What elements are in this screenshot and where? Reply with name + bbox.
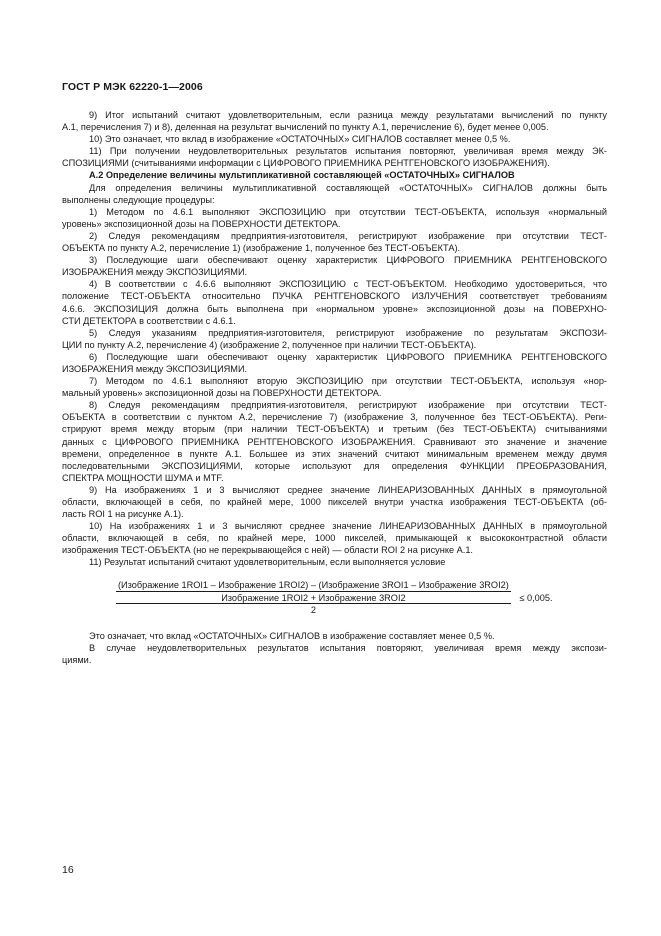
text-line: 4) В соответствии с 4.6.6 выполняют ЭКСПОЗИЦИЮ с ТЕСТ-ОБЪЕКТОМ. Необходимо удостовериться, что xyxy=(89,279,607,290)
text-line: выполнены следующие процедуры: xyxy=(62,194,215,205)
formula-divisor: 2 xyxy=(116,603,511,615)
text-line: 7) Методом по 4.6.1 выполняют вторую ЭКСПОЗИЦИЮ при отсутствии ТЕСТ-ОБЪЕКТА, используя «нор- xyxy=(89,376,607,387)
text-line: 6) Последующие шаги обеспечивают оценку характеристик ЦИФРОВОГО ПРИЕМНИКА РЕНТГЕНОВСКОГО xyxy=(89,351,607,362)
text-line: стрируют время между вторым (при наличии ТЕСТ-ОБЪЕКТА) и третьим (без ТЕСТ-ОБЪЕКТА) считываниями xyxy=(62,424,607,435)
text-line: циями. xyxy=(62,655,92,666)
text-line: В случае неудовлетворительных результатов испытания повторяют, увеличивая время между экспози- xyxy=(89,643,607,654)
text-line: 2) Следуя рекомендациям предприятия-изготовителя, регистрируют изображение при отсутствии ТЕСТ- xyxy=(89,230,607,241)
text-line: Это означает, что вклад «ОСТАТОЧНЫХ» СИГНАЛОВ в изображение составляет менее 0,5 %. xyxy=(89,631,495,641)
text-line: Для определения величины мультипликативной составляющей «ОСТАТОЧНЫХ» СИГНАЛОВ должны быть xyxy=(89,182,607,193)
text-line: А.2 Определение величины мультипликативной составляющей «ОСТАТОЧНЫХ» СИГНАЛОВ xyxy=(89,170,515,181)
formula-relation: ≤ 0,005. xyxy=(519,592,553,603)
text-line: 1) Методом по 4.6.1 выполняют ЭКСПОЗИЦИЮ при отсутствии ТЕСТ-ОБЪЕКТА, используя «нормальный xyxy=(89,206,607,217)
text-line: 9) На изображениях 1 и 3 вычисляют среднее значение ЛИНЕАРИЗОВАННЫХ ДАННЫХ в прямоугольной xyxy=(89,484,607,495)
text-line: мальный уровень» экспозиционной дозы на ПОВЕРХНОСТИ ДЕТЕКТОРА. xyxy=(62,388,382,399)
text-line: ИЗОБРАЖЕНИЯ между ЭКСПОЗИЦИЯМИ. xyxy=(62,363,248,374)
text-line: ОБЪЕКТА в соответствии с пунктом А.2, перечисление 7) (изображение 3, полученное без ТЕСТ-ОБЪЕКТА). Реги- xyxy=(62,412,607,423)
text-line: СПЕКТРА МОЩНОСТИ ШУМА и MTF. xyxy=(62,472,224,483)
body-text-bottom xyxy=(62,630,607,666)
text-line: 3) Последующие шаги обеспечивают оценку характеристик ЦИФРОВОГО ПРИЕМНИКА РЕНТГЕНОВСКОГО xyxy=(89,255,607,266)
text-line: СПОЗИЦИЯМИ (считываниями информации с ЦИФРОВОГО ПРИЕМНИКА РЕНТГЕНОВСКОГО ИЗОБРАЖЕНИЯ). xyxy=(62,158,550,169)
text-line: СТИ ДЕТЕКТОРА в соответствии с 4.6.1. xyxy=(62,315,236,326)
formula-fraction xyxy=(116,580,511,615)
text-line: 11) При получении неудовлетворительных результатов испытания повторяют, увеличивая время между ЭК- xyxy=(89,146,607,157)
text-line: ласть ROI 1 на рисунке А.1). xyxy=(62,509,184,520)
text-line: 4.6.6. ЭКСПОЗИЦИЯ должна быть выполнена при «нормальном уровне» экспозиционной дозы на ПОВЕРХНО- xyxy=(62,303,607,314)
formula-denominator: Изображение 1ROI2 + Изображение 3ROI2 xyxy=(221,593,406,603)
text-line: данных с ЦИФРОВОГО ПРИЕМНИКА РЕНТГЕНОВСКОГО ИЗОБРАЖЕНИЯ. Сравнивают это значение и значение xyxy=(62,436,607,447)
text-line: ОБЪЕКТА по пункту А.2, перечисление 1) (изображение 1, полученное без ТЕСТ-ОБЪЕКТА). xyxy=(62,243,461,254)
text-line: времени, определенное в пункте А.1. Большее из этих значений считают минимальным временем между двумя xyxy=(62,448,607,459)
text-line: А.1, перечисления 7) и 8), деленная на результат вычислений по пункту А.1, перечисление 6), будет менее 0,005. xyxy=(62,122,549,133)
text-line: области, включающей в себя, по крайней мере, 1000 пикселей, примыкающей к высококонтрастной области xyxy=(62,533,607,544)
text-line: области, включающей в себя, по крайней мере, 1000 пикселей внутри участка изображения ТЕСТ-ОБЪЕКТА (об- xyxy=(62,497,607,507)
text-line: 8) Следуя рекомендациям предприятия-изготовителя, регистрируют изображение при отсутствии ТЕСТ- xyxy=(89,400,607,411)
text-line: 11) Результат испытаний считают удовлетворительным, если выполняется условие xyxy=(89,557,446,568)
text-line: положение ТЕСТ-ОБЪЕКТА относительно ПУЧКА РЕНТГЕНОВСКОГО ИЗЛУЧЕНИЯ соответствует требованиям xyxy=(62,291,607,302)
text-line: 10) На изображениях 1 и 3 вычисляют среднее значение ЛИНЕАРИЗОВАННЫХ ДАННЫХ в прямоугольной xyxy=(89,521,607,532)
formula-inner-fraction xyxy=(116,592,511,615)
text-line: уровень» экспозиционной дозы на ПОВЕРХНОСТИ ДЕТЕКТОРА. xyxy=(62,218,341,229)
page-number: 16 xyxy=(62,864,74,876)
text-line: 9) Итог испытаний считают удовлетворительным, если разница между результатами вычислений по пункту xyxy=(89,110,607,120)
text-line: 5) Следуя указаниям предприятия-изготовителя, регистрируют изображение по результатам ЭКСПОЗИ- xyxy=(89,327,607,338)
formula-numerator: (Изображение 1ROI1 – Изображение 1ROI2) – (Изображение 3ROI1 – Изображение 3ROI2) xyxy=(118,580,509,590)
text-line: последовательными ЭКСПОЗИЦИЯМИ, которые используют для определения ФУНКЦИИ ПРЕОБРАЗОВАНИЯ, xyxy=(62,460,607,471)
document-header: ГОСТ Р МЭК 62220-1—2006 xyxy=(62,81,203,93)
text-line: 10) Это означает, что вклад в изображение «ОСТАТОЧНЫХ» СИГНАЛОВ составляет менее 0,5 %. xyxy=(89,134,511,145)
text-line: ЦИИ по пункту А.2, перечисление 4) (изображение 2, полученное при наличии ТЕСТ-ОБЪЕКТА). xyxy=(62,339,477,350)
formula-block xyxy=(116,580,586,615)
text-line: ИЗОБРАЖЕНИЯ между ЭКСПОЗИЦИЯМИ. xyxy=(62,267,248,278)
body-text-top xyxy=(62,109,607,569)
text-line: изображения ТЕСТ-ОБЪЕКТА (но не перекрывающейся с ней) — области ROI 2 на рисунке А.1. xyxy=(62,545,473,556)
